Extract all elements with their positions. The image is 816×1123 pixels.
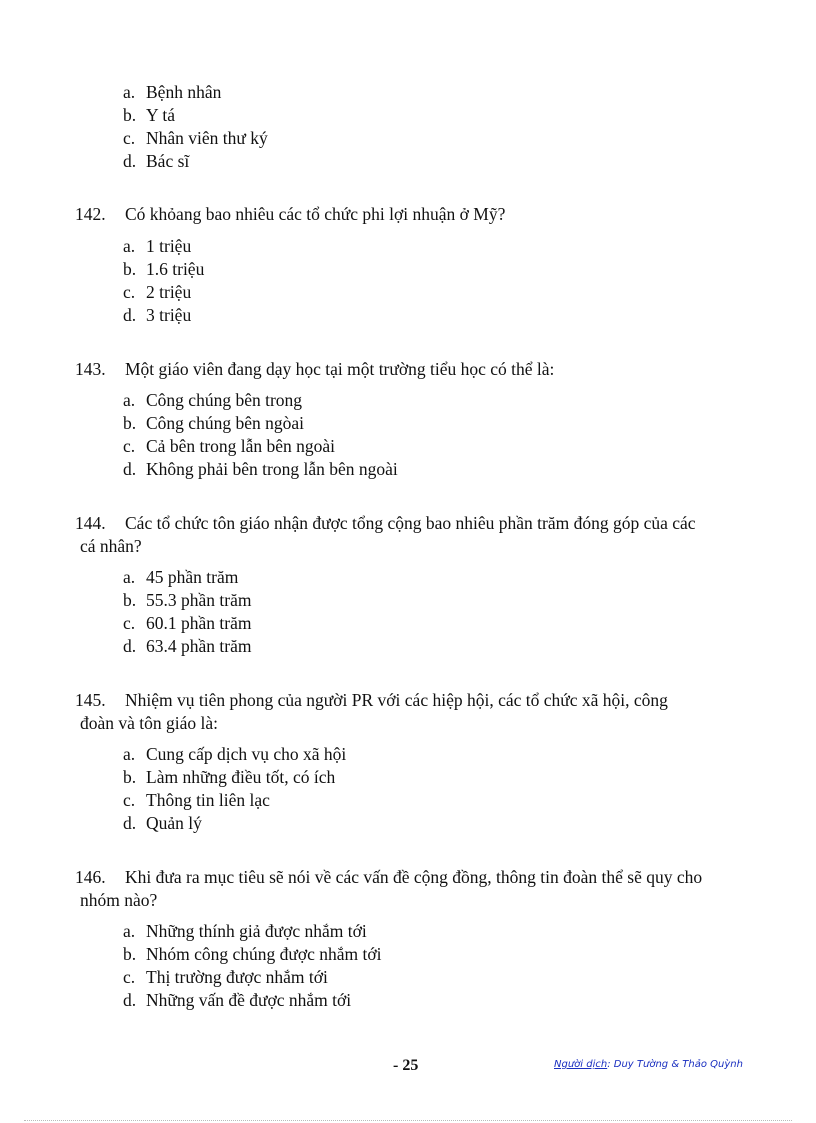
option-b: b. Công chúng bên ngòai [123, 413, 304, 433]
question-number: 142. [75, 204, 106, 224]
option-d: d. Quản lý [123, 813, 202, 833]
option-d: d. 63.4 phần trăm [123, 636, 252, 656]
option-list-143 [123, 389, 398, 481]
option-c: c. Cả bên trong lẫn bên ngoài [123, 436, 336, 456]
option-d: d. Những vấn đề được nhắm tới [123, 990, 352, 1010]
option-d: d. Bác sĩ [123, 151, 190, 171]
option-a: a. 45 phần trăm [123, 567, 239, 587]
option-b: b. Y tá [123, 105, 175, 125]
option-b: b. Làm những điều tốt, có ích [123, 767, 336, 787]
question-144 [75, 512, 755, 558]
option-a: a. Cung cấp dịch vụ cho xã hội [123, 744, 347, 764]
question-number: 145. [75, 690, 106, 710]
question-text: Có khỏang bao nhiêu các tổ chức phi lợi nhuận ở Mỹ? [125, 204, 506, 224]
translator-credit [554, 1059, 743, 1070]
option-a: a. Những thính giả được nhắm tới [123, 921, 367, 941]
question-number: 143. [75, 359, 106, 379]
option-list-145 [123, 743, 346, 835]
option-list-142 [123, 235, 204, 327]
option-list-141 [123, 81, 268, 173]
question-text-continuation: nhóm nào? [80, 890, 158, 910]
question-number: 146. [75, 867, 106, 887]
option-d: d. 3 triệu [123, 305, 192, 325]
option-b: b. Nhóm công chúng được nhắm tới [123, 944, 382, 964]
option-b: b. 1.6 triệu [123, 259, 205, 279]
page-bottom-divider [24, 1120, 792, 1121]
question-text-continuation: đoàn và tôn giáo là: [80, 713, 219, 733]
question-text: Một giáo viên đang dạy học tại một trường tiểu học có thể là: [125, 359, 555, 379]
option-c: c. Nhân viên thư ký [123, 128, 268, 148]
option-c: c. 60.1 phần trăm [123, 613, 252, 633]
question-text: Khi đưa ra mục tiêu sẽ nói về các vấn đề cộng đồng, thông tin đoàn thể sẽ quy cho [125, 867, 703, 887]
question-text: Nhiệm vụ tiên phong của người PR với các hiệp hội, các tổ chức xã hội, công [125, 690, 668, 710]
credit-names: : Duy Tường & Thảo Quỳnh [607, 1059, 743, 1070]
question-text: Các tổ chức tôn giáo nhận được tổng cộng bao nhiêu phần trăm đóng góp của các [125, 513, 696, 533]
question-145 [75, 689, 755, 735]
credit-label: Người dịch [554, 1059, 608, 1070]
option-d: d. Không phải bên trong lẫn bên ngoài [123, 459, 398, 479]
option-a: a. Công chúng bên trong [123, 390, 303, 410]
question-142 [75, 203, 755, 226]
option-list-146 [123, 920, 382, 1012]
question-146 [75, 866, 755, 912]
option-list-144 [123, 566, 251, 658]
question-text-continuation: cá nhân? [80, 536, 142, 556]
option-c: c. Thị trường được nhắm tới [123, 967, 328, 987]
page-number: - 25 [393, 1057, 419, 1074]
option-c: c. 2 triệu [123, 282, 192, 302]
option-b: b. 55.3 phần trăm [123, 590, 252, 610]
question-143 [75, 358, 755, 381]
option-c: c. Thông tin liên lạc [123, 790, 270, 810]
question-number: 144. [75, 513, 106, 533]
option-a: a. Bệnh nhân [123, 82, 222, 102]
option-a: a. 1 triệu [123, 236, 192, 256]
